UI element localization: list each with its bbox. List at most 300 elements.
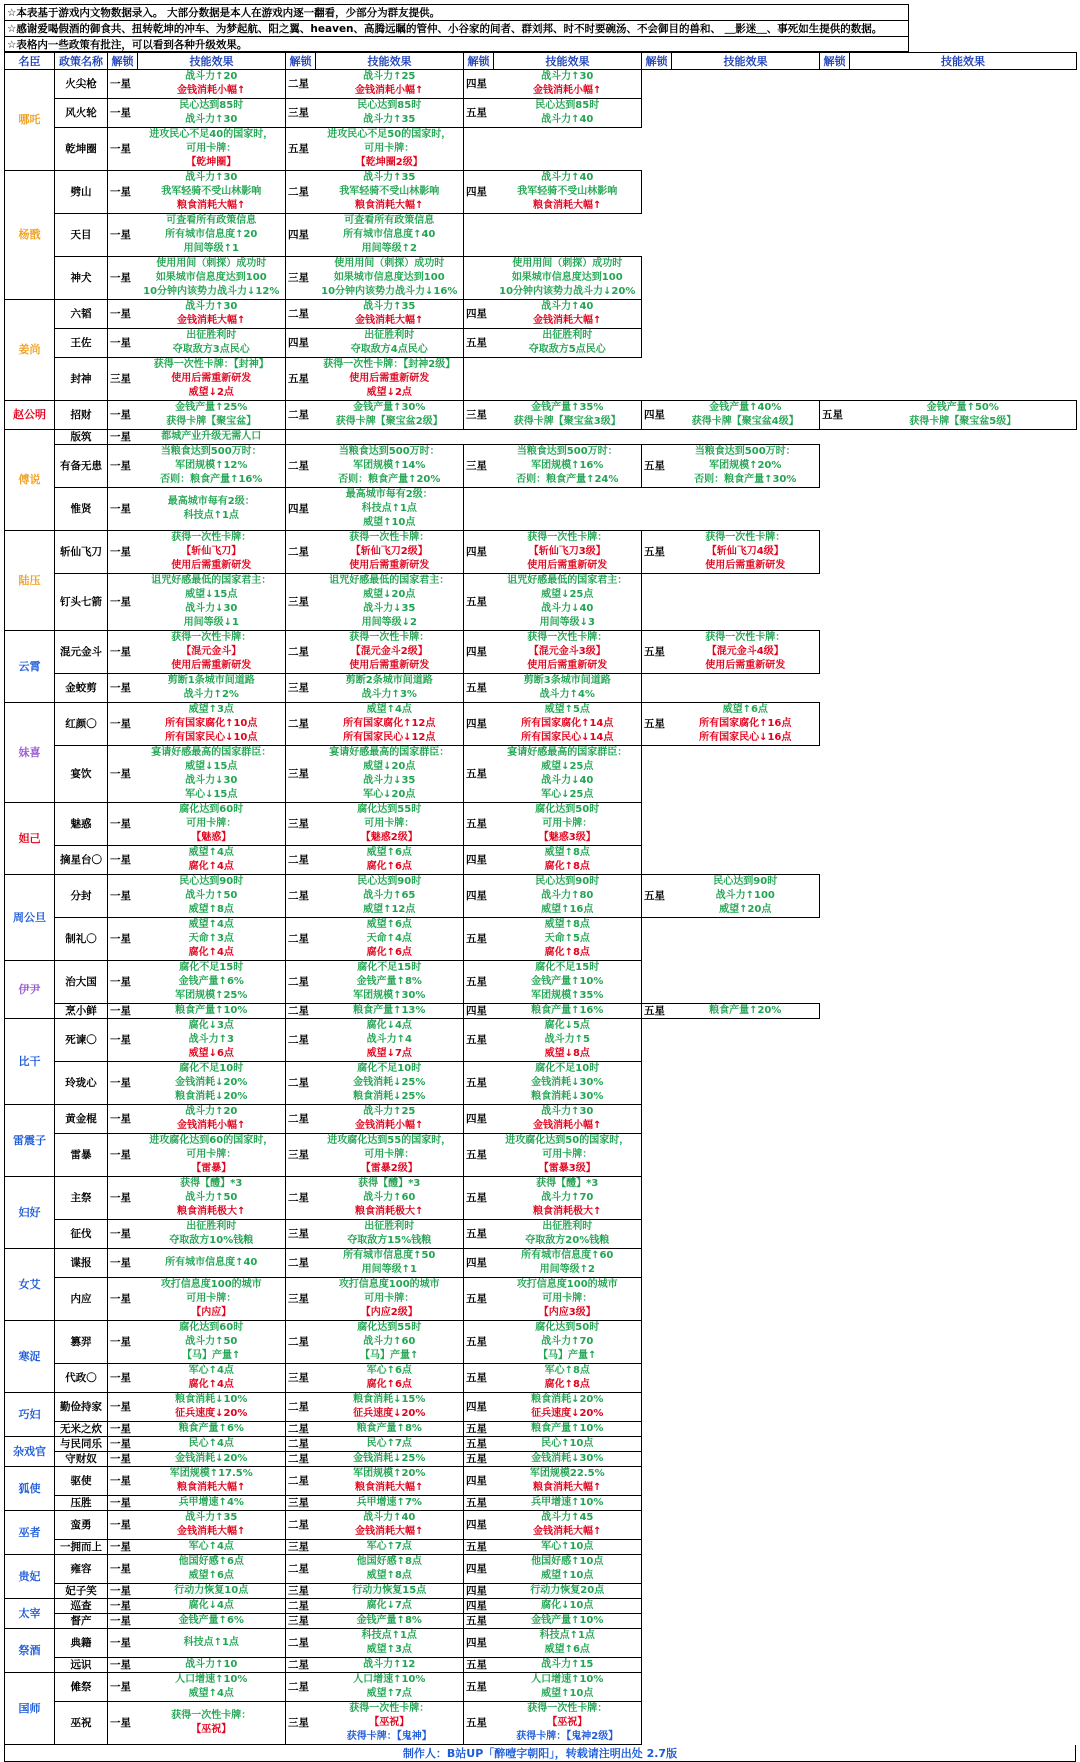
- policy-name: 勤俭持家: [55, 1393, 108, 1422]
- empty-cell: [642, 1584, 672, 1599]
- spreadsheet: [4, 4, 1076, 1762]
- unlock-star: 二星: [286, 531, 316, 574]
- effect-line: 都城产业升级无需人口: [161, 431, 262, 442]
- effect-line: 腐化↑8点: [544, 861, 590, 872]
- effect-line: 获得一次性卡牌：: [527, 532, 608, 543]
- empty-cell: [642, 1220, 672, 1249]
- effect-line: 【斩仙飞刀3级】: [528, 546, 606, 557]
- empty-cell: [642, 1437, 672, 1452]
- empty-cell: [672, 1422, 820, 1437]
- unlock-star: 四星: [464, 70, 494, 99]
- empty-cell: [672, 257, 820, 300]
- effect-line: 战斗力↑12: [363, 1659, 416, 1670]
- policy-name: 摘星台〇: [55, 846, 108, 875]
- skill-effect: [138, 1278, 286, 1321]
- effect-line: 出征胜利时: [186, 330, 237, 341]
- effect-line: 获得一次性卡牌：【封神2级】: [323, 359, 456, 370]
- effect-line: 军团规模↑17.5%: [169, 1468, 253, 1479]
- skill-effect: [138, 918, 286, 961]
- unlock-star: 四星: [464, 1393, 494, 1422]
- effect-line: 所有城市信息度↑50: [343, 1250, 436, 1261]
- skill-effect: [672, 1004, 820, 1019]
- minister-name: 伊尹: [5, 961, 55, 1019]
- skill-effect: [494, 257, 642, 300]
- header-unlock: 解锁: [108, 53, 138, 70]
- effect-line: 【斩仙飞刀4级】: [706, 546, 784, 557]
- table-row: [5, 128, 1077, 171]
- effect-line: 腐化↑4点: [188, 1379, 234, 1390]
- effect-line: 腐化达到50时: [535, 804, 600, 815]
- header-minister: 名臣: [5, 53, 55, 70]
- empty-cell: [672, 488, 820, 531]
- skill-effect: [316, 1004, 464, 1019]
- empty-cell: [850, 128, 1077, 171]
- empty-cell: [672, 1220, 820, 1249]
- empty-cell: [850, 257, 1077, 300]
- effect-line: 获得卡牌：【鬼神】: [346, 1731, 432, 1742]
- empty-cell: [820, 488, 850, 531]
- effect-line: 科技点↑1点: [539, 1630, 595, 1641]
- skill-effect: [316, 488, 464, 531]
- skill-effect: [672, 703, 820, 746]
- unlock-star: 一星: [108, 961, 138, 1004]
- table-row: [5, 1004, 1077, 1019]
- effect-line: 战斗力↑50: [185, 1192, 238, 1203]
- effect-line: 获得一次性卡牌：: [705, 632, 786, 643]
- effect-line: 腐化↓4点: [366, 1020, 412, 1031]
- table-row: [5, 1658, 1077, 1673]
- skill-effect: [316, 257, 464, 300]
- effect-line: 威望↑4点: [188, 847, 234, 858]
- effect-line: 腐化↑6点: [366, 947, 412, 958]
- unlock-star: 五星: [464, 1177, 494, 1220]
- policy-name: 守财奴: [55, 1452, 108, 1467]
- empty-cell: [642, 918, 672, 961]
- unlock-star: 一星: [108, 1062, 138, 1105]
- effect-line: 征兵速度↓20%: [353, 1408, 426, 1419]
- skill-effect: [138, 674, 286, 703]
- table-row: [5, 961, 1077, 1004]
- policy-name: 惟贤: [55, 488, 108, 531]
- skill-effect: [316, 846, 464, 875]
- policy-name: 封神: [55, 358, 108, 401]
- skill-effect: [316, 1614, 464, 1629]
- skill-effect: [138, 488, 286, 531]
- skill-effect: [316, 574, 464, 631]
- unlock-star: 三星: [108, 358, 138, 401]
- minister-name: 巫者: [5, 1511, 55, 1555]
- effect-line: 科技点↑1点: [183, 510, 239, 521]
- unlock-star: 三星: [286, 1278, 316, 1321]
- table-row: [5, 358, 1077, 401]
- empty-cell: [672, 1614, 820, 1629]
- unlock-star: 五星: [464, 1702, 494, 1745]
- skill-effect: [316, 1496, 464, 1511]
- skill-effect: [138, 703, 286, 746]
- skill-effect: [316, 128, 464, 171]
- effect-line: 粮食消耗↓30%: [531, 1091, 604, 1102]
- skill-effect: [138, 1629, 286, 1658]
- minister-name: 雷震子: [5, 1105, 55, 1177]
- effect-line: 金钱产量↑35%: [531, 402, 604, 413]
- empty-cell: [672, 846, 820, 875]
- skill-effect: [494, 70, 642, 99]
- effect-line: 使用后需重新研发: [171, 373, 252, 384]
- effect-line: 出征胜利时: [542, 1221, 593, 1232]
- effect-line: 战斗力↑35: [363, 172, 416, 183]
- effect-line: 获得卡牌【聚宝盆3级】: [513, 416, 621, 427]
- effect-line: 可用卡牌：: [542, 1149, 593, 1160]
- skill-effect: [138, 846, 286, 875]
- empty-cell: [850, 1658, 1077, 1673]
- effect-line: 威望↑6点: [544, 1644, 590, 1655]
- effect-line: 【乾坤圈2级】: [355, 157, 423, 168]
- empty-cell: [672, 1584, 820, 1599]
- unlock-star: 二星: [286, 875, 316, 918]
- table-row: [5, 1673, 1077, 1702]
- effect-line: 他国好感↑10点: [531, 1556, 604, 1567]
- effect-line: 【内应2级】: [360, 1307, 418, 1318]
- effect-line: 战斗力↑10: [185, 1659, 238, 1670]
- table-row: [5, 846, 1077, 875]
- skill-effect: [138, 1249, 286, 1278]
- empty-cell: [820, 631, 850, 674]
- empty-cell: [672, 1177, 820, 1220]
- skill-effect: [316, 171, 464, 214]
- effect-line: 金钱产量↑50%: [926, 402, 999, 413]
- effect-line: 粮食消耗大幅↑: [533, 1482, 602, 1493]
- skill-effect: [316, 1177, 464, 1220]
- skill-effect: [494, 1658, 642, 1673]
- effect-line: 腐化↑6点: [366, 861, 412, 872]
- empty-cell: [464, 128, 494, 171]
- empty-cell: [820, 1658, 850, 1673]
- effect-line: 军团规模↑16%: [531, 460, 604, 471]
- effect-line: 【巫祝】: [369, 1717, 410, 1728]
- empty-cell: [820, 1584, 850, 1599]
- unlock-star: 五星: [464, 1540, 494, 1555]
- policy-name: 火尖枪: [55, 70, 108, 99]
- empty-cell: [820, 746, 850, 803]
- unlock-star: 二星: [286, 1555, 316, 1584]
- effect-line: 金钱产量↑40%: [709, 402, 782, 413]
- empty-cell: [672, 300, 820, 329]
- effect-line: 用间等级↑1: [183, 243, 239, 254]
- skill-effect: [316, 674, 464, 703]
- effect-line: 进攻腐化达到50的国家时，: [505, 1135, 630, 1146]
- empty-cell: [850, 918, 1077, 961]
- effect-line: 军心↑4点: [188, 1541, 234, 1552]
- skill-effect: [316, 1364, 464, 1393]
- table-row: [5, 1540, 1077, 1555]
- empty-cell: [820, 128, 850, 171]
- skill-effect: [138, 1062, 286, 1105]
- empty-cell: [850, 488, 1077, 531]
- effect-line: 军团规模↑35%: [531, 990, 604, 1001]
- policy-name: 无米之炊: [55, 1422, 108, 1437]
- unlock-star: 一星: [108, 803, 138, 846]
- empty-cell: [672, 99, 820, 128]
- empty-cell: [672, 128, 820, 171]
- unlock-star: 一星: [108, 574, 138, 631]
- unlock-star: 三星: [286, 1614, 316, 1629]
- unlock-star: 四星: [464, 1004, 494, 1019]
- unlock-star: 二星: [286, 445, 316, 488]
- effect-line: 战斗力↑25: [363, 71, 416, 82]
- effect-line: 出征胜利时: [364, 330, 415, 341]
- effect-line: 所有国家民心↓10点: [165, 732, 258, 743]
- unlock-star: 五星: [642, 1004, 672, 1019]
- effect-line: 腐化↑6点: [366, 1379, 412, 1390]
- policy-name: 风火轮: [55, 99, 108, 128]
- unlock-star: 一星: [108, 1599, 138, 1614]
- policy-name: 傩祭: [55, 1673, 108, 1702]
- policy-name: 与民同乐: [55, 1437, 108, 1452]
- skill-effect: [494, 1540, 642, 1555]
- effect-line: 军团规模22.5%: [529, 1468, 605, 1479]
- skill-effect: [138, 257, 286, 300]
- unlock-star: 二星: [286, 1673, 316, 1702]
- empty-cell: [642, 257, 672, 300]
- effect-line: 军心↓25点: [541, 789, 594, 800]
- effect-line: 战斗力↑40: [541, 301, 594, 312]
- unlock-star: 一星: [108, 445, 138, 488]
- empty-cell: [672, 1467, 820, 1496]
- effect-line: 金钱产量↑6%: [178, 1615, 244, 1626]
- table-row: [5, 1393, 1077, 1422]
- effect-line: 获得一次性卡牌：: [171, 532, 252, 543]
- table-row: [5, 1062, 1077, 1105]
- skill-effect: [316, 401, 464, 430]
- empty-cell: [820, 257, 850, 300]
- skill-effect: [138, 1019, 286, 1062]
- effect-line: 获得【醴】*3: [536, 1178, 599, 1189]
- effect-line: 可用卡牌：: [186, 143, 237, 154]
- effect-line: 夺取敌方20%钱粮: [525, 1235, 610, 1246]
- empty-cell: [672, 1249, 820, 1278]
- skill-effect: [138, 1614, 286, 1629]
- table-row: [5, 1555, 1077, 1584]
- skill-effect: [316, 329, 464, 358]
- effect-line: 粮食消耗极大↑: [533, 1206, 602, 1217]
- unlock-star: 五星: [464, 1019, 494, 1062]
- empty-cell: [850, 1452, 1077, 1467]
- effect-line: 腐化↓10点: [541, 1600, 594, 1611]
- empty-cell: [850, 1422, 1077, 1437]
- effect-line: 威望↓15点: [185, 761, 238, 772]
- unlock-star: 一星: [108, 1658, 138, 1673]
- effect-line: 粮食消耗大幅↑: [177, 1482, 246, 1493]
- unlock-star: 一星: [108, 1364, 138, 1393]
- effect-line: 出征胜利时: [364, 1221, 415, 1232]
- empty-cell: [820, 846, 850, 875]
- effect-line: 【混元金斗2级】: [350, 646, 428, 657]
- empty-cell: [642, 1658, 672, 1673]
- empty-cell: [850, 1467, 1077, 1496]
- effect-line: 否则：粮食产量↑20%: [338, 474, 441, 485]
- skill-effect: [316, 1673, 464, 1702]
- effect-line: 民心达到85时: [357, 100, 422, 111]
- unlock-star: 五星: [464, 1452, 494, 1467]
- skill-effect: [494, 445, 642, 488]
- table-row: [5, 488, 1077, 531]
- empty-cell: [286, 430, 316, 445]
- empty-cell: [850, 1220, 1077, 1249]
- unlock-star: 五星: [464, 1321, 494, 1364]
- effect-line: 进攻民心不足50的国家时，: [327, 129, 452, 140]
- effect-line: 【马】产量↑: [182, 1350, 241, 1361]
- skill-effect: [672, 401, 820, 430]
- unlock-star: 二星: [286, 1467, 316, 1496]
- empty-cell: [820, 1673, 850, 1702]
- effect-line: 所有城市信息度↑40: [165, 1257, 258, 1268]
- unlock-star: 五星: [464, 803, 494, 846]
- effect-line: 进攻民心不足40的国家时，: [149, 129, 274, 140]
- unlock-star: 三星: [286, 803, 316, 846]
- empty-cell: [642, 1422, 672, 1437]
- skill-effect: [316, 746, 464, 803]
- skill-effect: [494, 300, 642, 329]
- header-effect: 技能效果: [672, 53, 820, 70]
- skill-effect: [138, 1422, 286, 1437]
- skill-effect: [316, 99, 464, 128]
- skill-effect: [316, 1629, 464, 1658]
- empty-cell: [850, 631, 1077, 674]
- unlock-star: 一星: [108, 531, 138, 574]
- unlock-star: 二星: [286, 1393, 316, 1422]
- unlock-star: 四星: [286, 214, 316, 257]
- effect-line: 金钱消耗↓25%: [353, 1453, 426, 1464]
- skill-effect: [138, 1555, 286, 1584]
- minister-name: 国师: [5, 1673, 55, 1745]
- unlock-star: 二星: [286, 300, 316, 329]
- effect-line: 获得卡牌【聚宝盆2级】: [335, 416, 443, 427]
- effect-line: 粮食产量↑10%: [175, 1005, 248, 1016]
- skill-effect: [138, 1437, 286, 1452]
- unlock-star: 二星: [286, 1249, 316, 1278]
- unlock-star: 一星: [108, 1496, 138, 1511]
- effect-line: 行动力恢复20点: [530, 1585, 605, 1596]
- empty-cell: [642, 488, 672, 531]
- skill-effect: [494, 918, 642, 961]
- skill-effect: [138, 1177, 286, 1220]
- skill-effect: [494, 1467, 642, 1496]
- effect-line: 威望↓20点: [363, 761, 416, 772]
- empty-cell: [672, 918, 820, 961]
- empty-cell: [642, 1511, 672, 1540]
- empty-cell: [820, 1437, 850, 1452]
- empty-cell: [672, 574, 820, 631]
- effect-line: 所有国家腐化↑10点: [165, 718, 258, 729]
- effect-line: 金钱消耗小幅↑: [533, 1120, 602, 1131]
- skill-effect: [138, 531, 286, 574]
- effect-line: 使用后需重新研发: [705, 660, 786, 671]
- effect-line: 威望↑12点: [363, 904, 416, 915]
- effect-line: 我军轻骑不受山林影响: [517, 186, 618, 197]
- minister-name: 妹喜: [5, 703, 55, 803]
- empty-cell: [820, 358, 850, 401]
- unlock-star: 四星: [464, 1249, 494, 1278]
- unlock-star: 一星: [108, 1278, 138, 1321]
- empty-cell: [850, 358, 1077, 401]
- policy-name: 王佐: [55, 329, 108, 358]
- effect-line: 可用卡牌：: [542, 1293, 593, 1304]
- skill-effect: [138, 214, 286, 257]
- skill-effect: [494, 1364, 642, 1393]
- empty-cell: [850, 875, 1077, 918]
- skill-effect: [316, 1019, 464, 1062]
- unlock-star: 五星: [464, 1364, 494, 1393]
- unlock-star: 五星: [464, 746, 494, 803]
- skill-effect: [850, 401, 1077, 430]
- effect-line: 威望↑8点: [366, 1570, 412, 1581]
- skill-effect: [316, 300, 464, 329]
- effect-line: 宴请好感最高的国家群臣：: [329, 747, 450, 758]
- effect-line: 战斗力↑3%: [361, 689, 417, 700]
- skill-effect: [494, 803, 642, 846]
- effect-line: 战斗力↑40: [541, 172, 594, 183]
- empty-cell: [850, 1062, 1077, 1105]
- table-row: [5, 703, 1077, 746]
- effect-line: 战斗力↑5: [544, 1034, 590, 1045]
- effect-line: 粮食产量↑13%: [353, 1005, 426, 1016]
- effect-line: 腐化↓3点: [188, 1020, 234, 1031]
- empty-cell: [850, 1629, 1077, 1658]
- minister-name: 贵妃: [5, 1555, 55, 1599]
- empty-cell: [642, 171, 672, 214]
- unlock-star: 二星: [286, 171, 316, 214]
- effect-line: 所有国家腐化↑14点: [521, 718, 614, 729]
- skill-effect: [316, 1540, 464, 1555]
- unlock-star: 二星: [286, 1004, 316, 1019]
- unlock-star: 二星: [286, 70, 316, 99]
- unlock-star: 二星: [286, 1452, 316, 1467]
- empty-cell: [672, 1673, 820, 1702]
- unlock-star: 三星: [286, 574, 316, 631]
- policy-name: 压胜: [55, 1496, 108, 1511]
- effect-line: 获得一次性卡牌：: [349, 1703, 430, 1714]
- effect-line: 行动力恢复10点: [174, 1585, 249, 1596]
- effect-line: 粮食消耗↓20%: [531, 1394, 604, 1405]
- empty-cell: [672, 1540, 820, 1555]
- effect-line: 【巫祝】: [547, 1717, 588, 1728]
- effect-line: 腐化↓5点: [544, 1020, 590, 1031]
- empty-cell: [642, 1614, 672, 1629]
- effect-line: 战斗力↑65: [363, 890, 416, 901]
- policy-name: 征伐: [55, 1220, 108, 1249]
- effect-line: 兵甲增速↑10%: [531, 1497, 604, 1508]
- empty-cell: [672, 803, 820, 846]
- unlock-star: 一星: [108, 1134, 138, 1177]
- unlock-star: 三星: [286, 1364, 316, 1393]
- empty-cell: [642, 574, 672, 631]
- effect-line: 威望↓2点: [366, 387, 412, 398]
- policy-name: 乾坤圈: [55, 128, 108, 171]
- skill-effect: [494, 1702, 642, 1745]
- effect-line: 征兵速度↓20%: [531, 1408, 604, 1419]
- effect-line: 攻打信息度100的城市: [160, 1279, 262, 1290]
- unlock-star: 四星: [464, 1555, 494, 1584]
- effect-line: 威望↑5点: [544, 704, 590, 715]
- effect-line: 金钱消耗小幅↑: [177, 85, 246, 96]
- effect-line: 如果城市信息度达到100: [155, 272, 267, 283]
- skill-effect: [138, 1673, 286, 1702]
- effect-line: 【乾坤圈】: [186, 157, 237, 168]
- effect-line: 腐化达到60时: [179, 804, 244, 815]
- empty-cell: [820, 1555, 850, 1584]
- empty-cell: [820, 1614, 850, 1629]
- policy-name: 招财: [55, 401, 108, 430]
